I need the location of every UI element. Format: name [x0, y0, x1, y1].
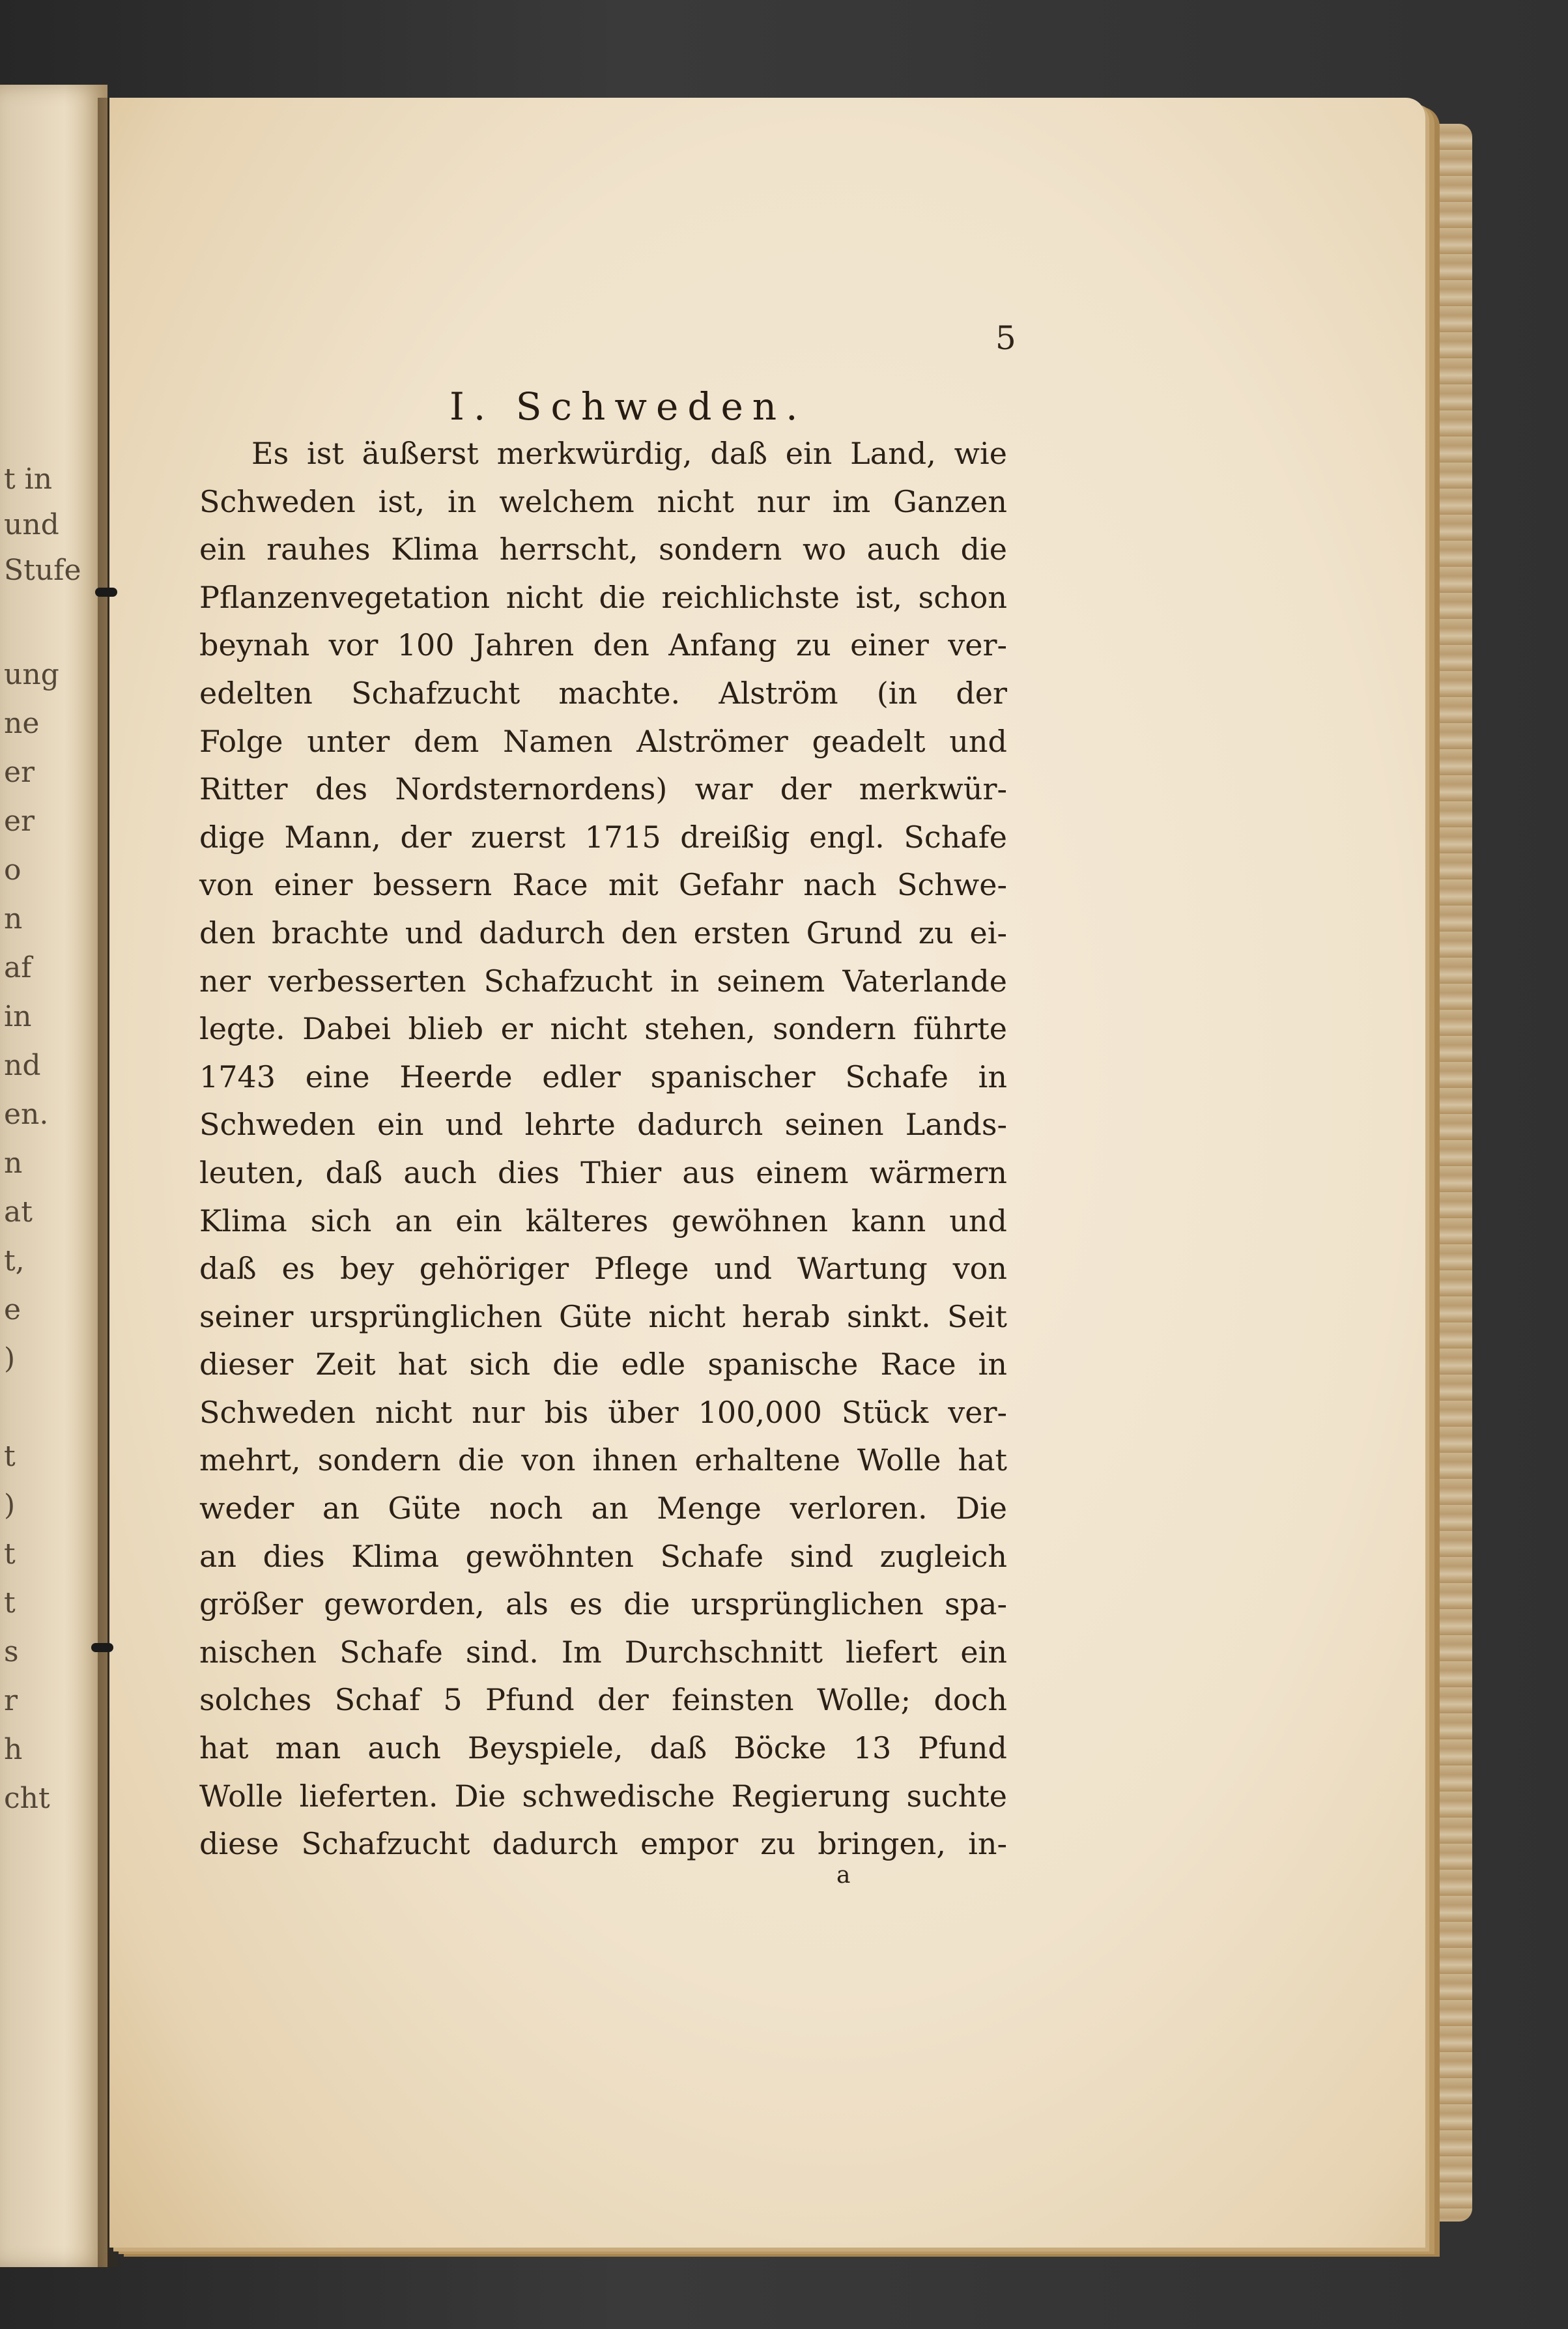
left-page-fragment: in: [4, 1000, 32, 1033]
text-line: Schweden ein und lehrte dadurch seinen Lands-: [199, 1107, 1007, 1143]
left-page-fragment: ): [4, 1342, 16, 1375]
left-page-fragment: o: [4, 853, 21, 887]
text-line: dige Mann, der zuerst 1715 dreißig engl. Schafe: [199, 819, 1007, 855]
text-line: an dies Klima gewöhnten Schafe sind zugleich: [199, 1538, 1007, 1574]
text-line: Pflanzenvegetation nicht die reichlichste ist, schon: [199, 579, 1007, 615]
text-line: daß es bey gehöriger Pflege und Wartung von: [199, 1251, 1007, 1287]
text-line: beynah vor 100 Jahren den Anfang zu einer ver-: [199, 627, 1007, 663]
signature-mark: a: [836, 1862, 851, 1889]
chapter-heading: I. Schweden.: [449, 384, 807, 429]
left-page-fragment: t: [4, 1440, 16, 1473]
left-page-fragment: r: [4, 1684, 18, 1717]
left-page-fragment: at: [4, 1195, 33, 1229]
left-page-fragment: t: [4, 1537, 16, 1571]
left-page-fragment: und: [4, 508, 59, 541]
left-page-fragment: s: [4, 1635, 19, 1668]
text-line: von einer bessern Race mit Gefahr nach Schwe-: [199, 867, 1007, 903]
text-line: nischen Schafe sind. Im Durchschnitt liefert ein: [199, 1634, 1007, 1670]
text-line: ein rauhes Klima herrscht, sondern wo auch die: [199, 532, 1007, 567]
text-line: größer geworden, als es die ursprünglichen spa-: [199, 1586, 1007, 1622]
left-page-fragment: er: [4, 756, 35, 789]
left-page-fragment: ): [4, 1489, 16, 1522]
text-line: mehrt, sondern die von ihnen erhaltene Wolle hat: [199, 1442, 1007, 1478]
left-facing-page: [0, 85, 107, 2267]
left-page-fragment: e: [4, 1293, 21, 1326]
text-line: diese Schafzucht dadurch empor zu bringen, in-: [199, 1826, 1007, 1862]
left-page-fragment: nd: [4, 1049, 41, 1082]
body-text: [199, 430, 1007, 1868]
text-line: hat man auch Beyspiele, daß Böcke 13 Pfund: [199, 1730, 1007, 1766]
text-line: Wolle lieferten. Die schwedische Regierung suchte: [199, 1778, 1007, 1814]
left-page-fragment: en.: [4, 1098, 49, 1131]
left-page-fragment: Stufe: [4, 554, 81, 587]
left-page-fragment: t in: [4, 463, 53, 496]
binding-mark: [95, 588, 117, 597]
text-line: Ritter des Nordsternordens) war der merkwür-: [199, 771, 1007, 807]
text-line: ner verbesserten Schafzucht in seinem Vaterlande: [199, 963, 1007, 999]
left-page-fragment: h: [4, 1733, 23, 1766]
left-page-fragment: t: [4, 1586, 16, 1620]
text-line: edelten Schafzucht machte. Alström (in der: [199, 675, 1007, 711]
binding-mark: [91, 1643, 113, 1652]
text-line: Es ist äußerst merkwürdig, daß ein Land, wie: [251, 436, 1007, 471]
left-page-fragment: cht: [4, 1782, 50, 1815]
text-line: Schweden nicht nur bis über 100,000 Stück ver-: [199, 1394, 1007, 1430]
text-line: den brachte und dadurch den ersten Grund zu ei-: [199, 915, 1007, 950]
text-line: Schweden ist, in welchem nicht nur im Ganzen: [199, 483, 1007, 519]
left-page-fragment: ne: [4, 707, 40, 740]
text-line: seiner ursprünglichen Güte nicht herab sinkt. Seit: [199, 1298, 1007, 1334]
text-line: dieser Zeit hat sich die edle spanische Race in: [199, 1347, 1007, 1382]
left-page-fragment: ung: [4, 658, 59, 691]
left-page-fragment: n: [4, 1147, 23, 1180]
text-line: 1743 eine Heerde edler spanischer Schafe in: [199, 1059, 1007, 1094]
text-line: Folge unter dem Namen Alströmer geadelt und: [199, 723, 1007, 759]
text-line: solches Schaf 5 Pfund der feinsten Wolle; doch: [199, 1682, 1007, 1718]
left-page-fragment: n: [4, 902, 23, 936]
text-line: leuten, daß auch dies Thier aus einem wärmern: [199, 1154, 1007, 1190]
text-line: Klima sich an ein kälteres gewöhnen kann und: [199, 1203, 1007, 1238]
left-page-fragment: er: [4, 805, 35, 838]
left-page-fragment: t,: [4, 1244, 25, 1278]
text-line: weder an Güte noch an Menge verloren. Die: [199, 1491, 1007, 1526]
page-number: 5: [995, 319, 1016, 357]
text-line: legte. Dabei blieb er nicht stehen, sondern führte: [199, 1011, 1007, 1047]
left-page-fragment: af: [4, 951, 32, 984]
